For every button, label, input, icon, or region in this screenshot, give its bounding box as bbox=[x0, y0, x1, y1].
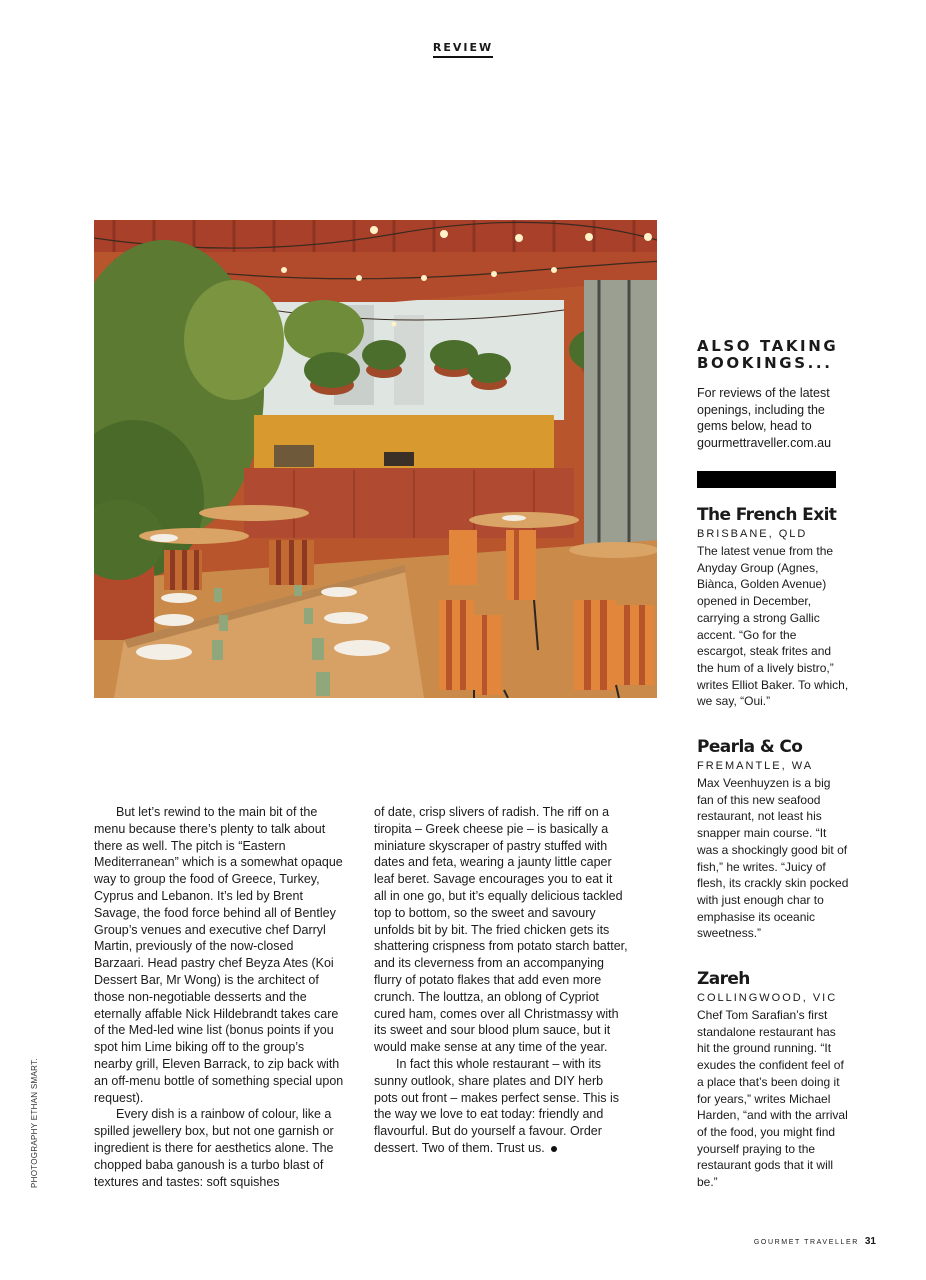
restaurant-photo bbox=[94, 220, 657, 698]
article-column-2 bbox=[374, 804, 628, 1157]
section-label-text: REVIEW bbox=[433, 41, 493, 58]
article-paragraph: Every dish is a rainbow of colour, like a spilled jewellery box, but not one garnish or ingredient is there for aesthetics alone. The chopped baba ganoush is a turbo blast of textures and tastes: soft squishes bbox=[94, 1107, 334, 1189]
end-mark-icon bbox=[551, 1146, 557, 1152]
article-final-text: In fact this whole restaurant – with its sunny outlook, share plates and DIY herb pots out front – makes perfect sense. This is the way we love to eat today: friendly and flavourful. But do yourself a favour. Order dessert. Two of them. Trust us. bbox=[374, 1056, 620, 1155]
section-label bbox=[0, 38, 926, 56]
magazine-name: GOURMET TRAVELLER bbox=[753, 1239, 859, 1246]
photo-credit: PHOTOGRAPHY ETHAN SMART. bbox=[30, 1058, 39, 1188]
entry-location: COLLINGWOOD, VIC bbox=[697, 992, 838, 1004]
sidebar-divider-bar bbox=[697, 471, 836, 488]
entry-name: The French Exit bbox=[697, 505, 837, 525]
page-footer bbox=[700, 1231, 876, 1249]
entry-name: Zareh bbox=[697, 969, 750, 989]
entry-location: FREMANTLE, WA bbox=[697, 760, 814, 772]
sidebar-intro: For reviews of the latest openings, including the gems below, head to gourmettraveller.com.au bbox=[697, 386, 832, 450]
page-number: 31 bbox=[864, 1236, 876, 1247]
entry-text: The latest venue from the Anyday Group (Agnes, Biànca, Golden Avenue) opened in December, carrying a strong Gallic accent. “Go for the escargot, steak frites and the hum of a lively bistro,” writes Elliot Baker. To which, we say, “Oui.” bbox=[697, 544, 849, 709]
sidebar-title-line: BOOKINGS... bbox=[697, 354, 833, 372]
article-paragraph-final bbox=[374, 1056, 628, 1157]
entry-text: Max Veenhuyzen is a big fan of this new seafood restaurant, not least his snapper main course. “It was a shockingly good bit of fish,” he writes. “Juicy of flesh, its crackly skin pocked with just enough char to emphasise its oceanic sweetness.” bbox=[697, 776, 849, 941]
sidebar-title-line: ALSO TAKING bbox=[697, 337, 839, 355]
article-paragraph: But let’s rewind to the main bit of the menu because there’s plenty to talk about there as well. The pitch is “Eastern Mediterranean” which is a somewhat opaque way to group the food of Greece, Turkey, Cyprus and Lebanon. It’s led by Brent Savage, the food force behind all of Bentley Group’s venues and executive chef Darryl Martin, previously of the now-closed Barzaari. Head pastry chef Beyza Ates (Koi Dessert Bar, Mr Wong) is the architect of those non-negotiable desserts and the eternally affable Nick Hildebrandt takes care of the Med-led wine list (bonus points if you spot him Lime biking off to the group’s nearby grill, Eleven Barrack, to zip back with an off-menu bottle of something special upon request). bbox=[94, 805, 344, 1105]
sidebar-title bbox=[697, 338, 857, 372]
article-column-1 bbox=[94, 804, 344, 1190]
restaurant-photo-illustration bbox=[94, 220, 657, 698]
entry-text: Chef Tom Sarafian’s first standalone restaurant has hit the ground running. “It exudes the confident feel of a place that’s been doing it for years,” writes Michael Harden, “and with the arrival of the food, you might find yourself praying to the restaurant gods that it will be.” bbox=[697, 1008, 848, 1190]
entry-location: BRISBANE, QLD bbox=[697, 528, 808, 540]
entry-name: Pearla & Co bbox=[697, 737, 803, 757]
article-paragraph: of date, crisp slivers of radish. The riff on a tiropita – Greek cheese pie – is basically a miniature skyscraper of pastry stuffed with dates and feta, wearing a jaunty little caper leaf beret. Savage encourages you to eat it all in one go, but it’s equally delicious tackled top to bottom, so the sweet and savoury unfolds bit by bit. The fried chicken gets its shattering crispness from potato starch batter, and its cleverness from an accompanying flurry of potato flakes that add even more crunch. The louttza, an oblong of Cypriot cured ham, comes over all Christmassy with its sweet and sour blood plum sauce, but it would make sense at any time of the year. bbox=[374, 805, 628, 1055]
